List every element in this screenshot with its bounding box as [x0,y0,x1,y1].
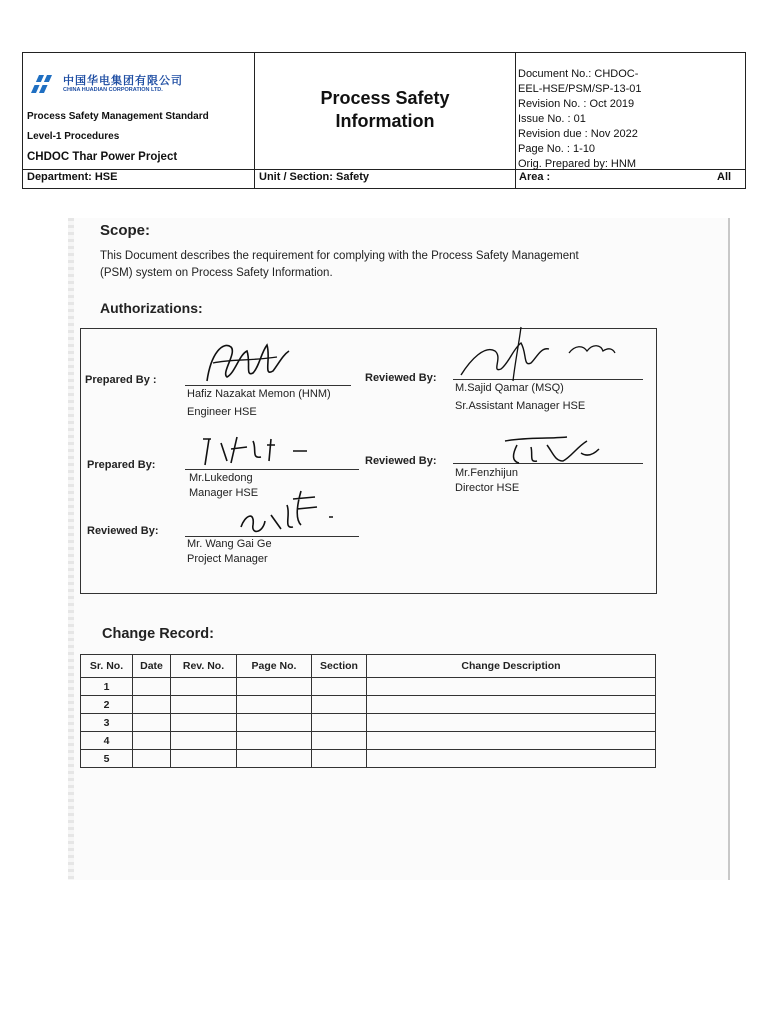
meta-page-no: Page No. : 1-10 [518,143,596,155]
divider [515,53,516,188]
reviewed-by-label-2: Reviewed By: [365,455,437,467]
authorizations-box [80,328,657,594]
document-meta [518,67,642,172]
signature-msq [451,323,621,387]
reviewer-1-role: Sr.Assistant Manager HSE [455,400,586,412]
scan-edge [68,218,74,880]
signature-lukedong [197,431,327,471]
table-row [81,750,656,768]
logo-en-text: CHINA HUADIAN CORPORATION LTD. [63,86,163,93]
col-rev-no: Rev. No. [171,655,237,678]
preparer-2-role: Manager HSE [189,487,259,499]
table-row [81,678,656,696]
preparer-1-role: Engineer HSE [187,406,257,418]
col-sr-no: Sr. No. [81,655,133,678]
scope-line-1: This Document describes the requirement for complying with the Process Safety Management [100,250,579,262]
project-name: CHDOC Thar Power Project [27,151,178,163]
meta-revision-due: Revision due : Nov 2022 [518,128,638,140]
table-row [81,714,656,732]
reviewer-3-name: Mr. Wang Gai Ge [187,538,272,550]
scanned-page [68,218,730,880]
department-label: Department: HSE [27,171,118,183]
reviewer-3-role: Project Manager [187,553,268,565]
meta-prepared-by: Orig. Prepared by: HNM [518,158,636,170]
sr-no-cell: 5 [81,750,133,768]
col-page-no: Page No. [237,655,312,678]
logo-cn-text: 中国华电集团有限公司 [63,73,183,87]
area-value: All [717,171,732,183]
preparer-2-name: Mr.Lukedong [189,472,253,484]
table-row [81,696,656,714]
reviewed-by-label-3: Reviewed By: [87,525,159,537]
table-header-row [81,655,656,678]
reviewer-1-name: M.Sajid Qamar (MSQ) [455,382,564,394]
reviewer-2-name: Mr.Fenzhijun [455,467,518,479]
scope-line-2: (PSM) system on Process Safety Information. [100,267,333,279]
company-logo [29,73,183,95]
sr-no-cell: 3 [81,714,133,732]
meta-doc-no: Document No.: CHDOC- [518,68,639,80]
sr-no-cell: 1 [81,678,133,696]
signature-fenzhijun [497,431,607,471]
sr-no-cell: 2 [81,696,133,714]
document-header [22,52,746,189]
reviewer-2-role: Director HSE [455,482,520,494]
change-record-heading: Change Record: [102,626,214,642]
title-line-2: Information [335,111,435,131]
unit-section-label: Unit / Section: Safety [259,171,370,183]
meta-revision-no: Revision No. : Oct 2019 [518,98,635,110]
col-section: Section [312,655,367,678]
signature-hnm [201,333,301,389]
document-title [255,87,515,133]
table-row [81,732,656,750]
col-change-description: Change Description [367,655,656,678]
col-date: Date [133,655,171,678]
authorizations-heading: Authorizations: [100,300,203,316]
preparer-1-name: Hafiz Nazakat Memon (HNM) [187,388,331,400]
prepared-by-label-1: Prepared By : [85,374,157,386]
change-record-table [80,654,656,768]
area-label: Area : [519,171,551,183]
reviewed-by-label-1: Reviewed By: [365,372,437,384]
meta-doc-no-cont: EEL-HSE/PSM/SP-13-01 [518,83,642,95]
signature-wang-gai-ge [231,485,341,541]
scan-edge [728,218,730,880]
level-label: Level-1 Procedures [27,131,120,142]
title-line-1: Process Safety [320,88,450,108]
meta-issue-no: Issue No. : 01 [518,113,586,125]
scope-heading: Scope: [100,222,151,239]
prepared-by-label-2: Prepared By: [87,459,156,471]
huadian-logo-icon [29,73,57,95]
standard-name: Process Safety Management Standard [27,111,209,122]
sr-no-cell: 4 [81,732,133,750]
